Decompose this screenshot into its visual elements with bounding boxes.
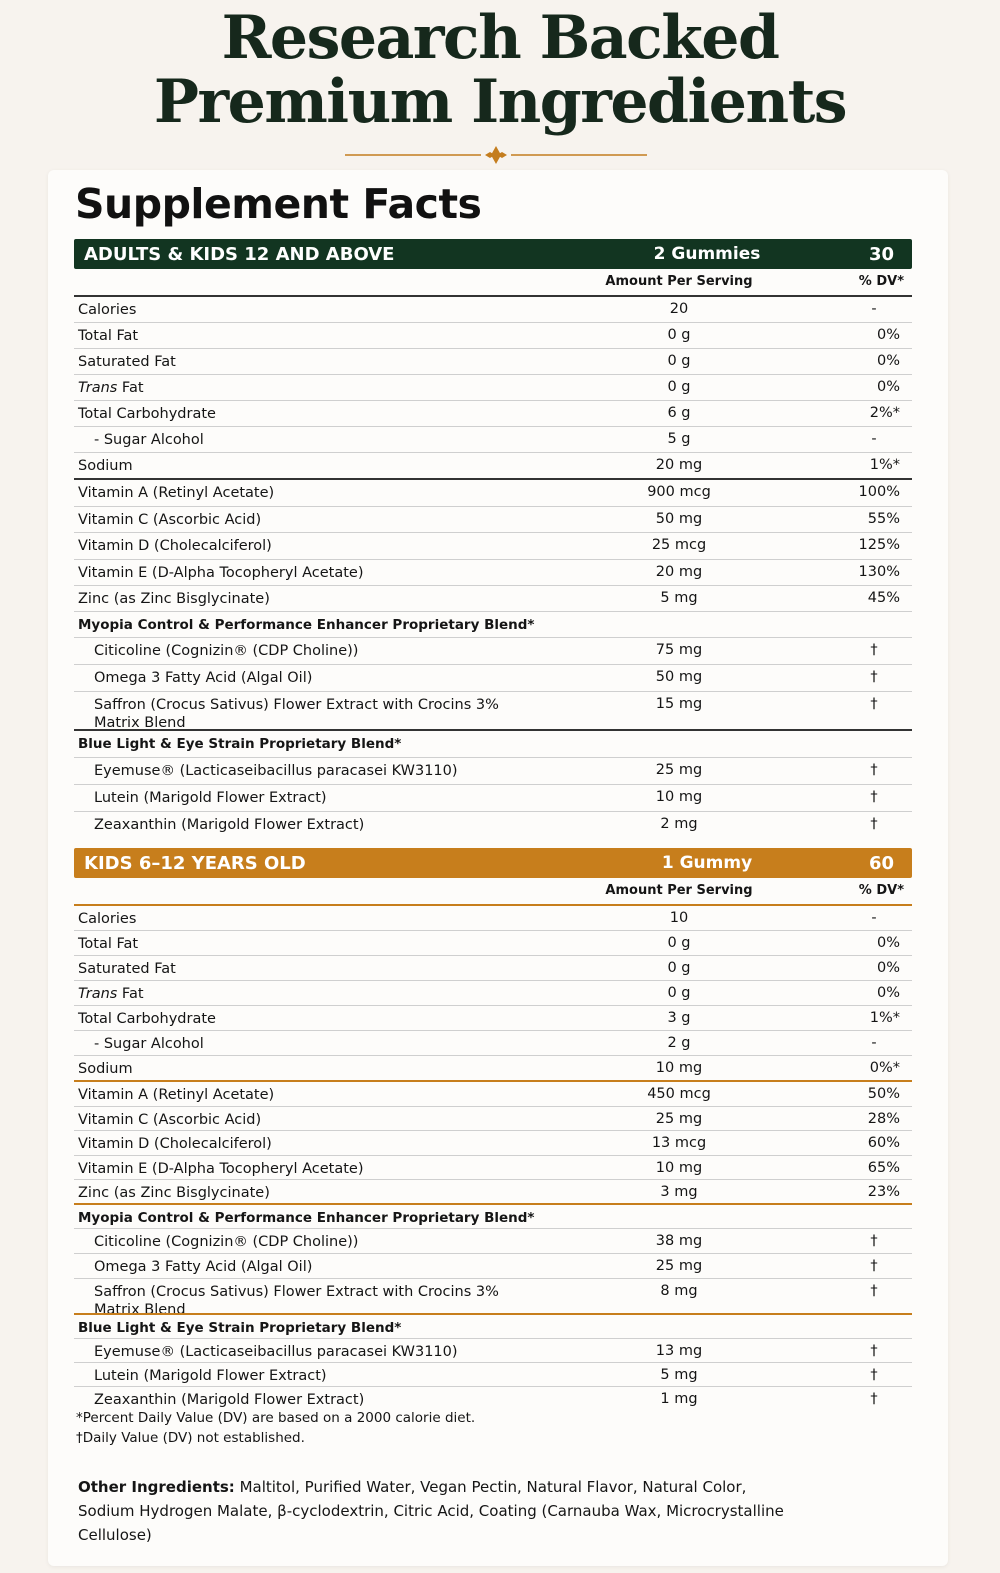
nutrient-row (74, 784, 912, 811)
nutrient-row (74, 1155, 912, 1179)
dv-value: 0% (876, 960, 900, 976)
nutrient-label: Citicoline (Cognizin® (CDP Choline)) (94, 643, 359, 659)
dv-value: † (870, 1391, 878, 1407)
dv-footnote: *Percent Daily Value (DV) are based on a 2000 calorie diet. (76, 1410, 476, 1426)
nutrient-label: Vitamin E (D-Alpha Tocopheryl Acetate) (78, 565, 364, 581)
supplement-facts-title: Supplement Facts (75, 180, 482, 228)
nutrient-row (74, 426, 912, 452)
blend-header-row (74, 611, 912, 637)
amount-value: 38 mg (655, 1233, 703, 1249)
dv-value: - (871, 1035, 877, 1051)
dv-value: 2%* (869, 405, 900, 421)
amount-value: 25 mg (655, 1258, 703, 1274)
blend-header-row (74, 1203, 912, 1228)
dv-value: 0% (876, 327, 900, 343)
nutrient-row (74, 1228, 912, 1253)
other-ingredients-text: Maltitol, Purified Water, Vegan Pectin, Natural Flavor, Natural Color, Sodium Hydrogen Malate, β-cyclodextrin, Citric Acid, Coating (Carnauba Wax, Microcrystalline Cellulose) (78, 1478, 784, 1544)
amount-value: 0 g (667, 935, 691, 951)
nutrient-label: - Sugar Alcohol (94, 432, 204, 448)
nutrient-label: Vitamin D (Cholecalciferol) (78, 538, 272, 554)
nutrient-row (74, 637, 912, 664)
nutrient-label: Zeaxanthin (Marigold Flower Extract) (94, 817, 365, 833)
nutrient-row (74, 348, 912, 374)
blend-header-row (74, 1313, 912, 1338)
nutrient-row (74, 1005, 912, 1030)
headline (0, 3, 1000, 137)
nutrient-row (74, 1030, 912, 1055)
nutrient-row (74, 1179, 912, 1203)
dv-value: 55% (867, 511, 900, 527)
amount-value: 450 mcg (647, 1086, 711, 1102)
amount-value: 25 mg (655, 1111, 703, 1127)
blend-header-row (74, 729, 912, 757)
nutrient-label: Blue Light & Eye Strain Proprietary Blend* (78, 736, 402, 752)
amount-value: 3 mg (660, 1184, 698, 1200)
dv-value: 125% (858, 537, 900, 553)
amount-value: 900 mcg (647, 484, 711, 500)
nutrient-label: Vitamin E (D-Alpha Tocopheryl Acetate) (78, 1161, 364, 1177)
nutrient-label-italic: Trans (78, 380, 118, 396)
nutrient-row (74, 452, 912, 478)
nutrient-row (74, 1362, 912, 1386)
amount-value: 0 g (667, 960, 691, 976)
nutrient-label: Saturated Fat (78, 961, 176, 977)
nutrient-label: Saturated Fat (78, 354, 176, 370)
nutrient-row (74, 980, 912, 1005)
amount-value: 5 g (667, 431, 691, 447)
nutrient-label: Omega 3 Fatty Acid (Algal Oil) (94, 670, 313, 686)
group-label: ADULTS & KIDS 12 AND ABOVE (84, 243, 395, 265)
dv-value: 1%* (869, 1010, 900, 1026)
nutrient-label: Omega 3 Fatty Acid (Algal Oil) (94, 1259, 313, 1275)
divider-ornament-icon (345, 145, 647, 165)
nutrient-row (74, 691, 912, 729)
nutrient-row (74, 532, 912, 559)
dv-value: 0% (876, 353, 900, 369)
nutrient-row (74, 322, 912, 348)
dv-value: † (870, 1367, 878, 1383)
amount-value: 25 mg (655, 762, 703, 778)
nutrient-label: - Sugar Alcohol (94, 1036, 204, 1052)
dv-value: 23% (867, 1184, 900, 1200)
amount-column-header: Amount Per Serving (605, 274, 753, 289)
nutrient-row (74, 297, 912, 322)
dv-value: 65% (867, 1160, 900, 1176)
nutrient-label: Vitamin A (Retinyl Acetate) (78, 1087, 275, 1103)
nutrient-label: Vitamin C (Ascorbic Acid) (78, 512, 262, 528)
adults-section (74, 239, 912, 838)
dv-value: † (870, 642, 878, 658)
amount-value: 10 mg (655, 1060, 703, 1076)
dv-value: 60% (867, 1135, 900, 1151)
nutrient-label-rest: Fat (117, 380, 144, 396)
nutrient-label: Vitamin C (Ascorbic Acid) (78, 1112, 262, 1128)
amount-value: 0 g (667, 379, 691, 395)
adults-header-bar (74, 239, 912, 269)
nutrient-label: Total Carbohydrate (78, 406, 216, 422)
column-header (74, 878, 912, 906)
nutrient-row (74, 930, 912, 955)
nutrient-row (74, 478, 912, 506)
other-ingredients-label: Other Ingredients: (78, 1478, 235, 1496)
amount-value: 50 mg (655, 511, 703, 527)
nutrient-row (74, 374, 912, 400)
nutrient-row (74, 664, 912, 691)
nutrient-label: Lutein (Marigold Flower Extract) (94, 1368, 327, 1384)
nutrient-label: Myopia Control & Performance Enhancer Proprietary Blend* (78, 617, 535, 633)
serving-size: 2 Gummies (653, 244, 761, 264)
nutrient-row (74, 811, 912, 838)
amount-value: 10 mg (655, 789, 703, 805)
dv-value: † (870, 1258, 878, 1274)
dv-value: 0% (876, 985, 900, 1001)
amount-value: 20 mg (655, 457, 703, 473)
headline-line-1: Research Backed (221, 3, 779, 73)
amount-value: 13 mcg (651, 1135, 707, 1151)
column-header (74, 269, 912, 297)
nutrient-row (74, 955, 912, 980)
nutrient-row (74, 400, 912, 426)
nutrient-label: Zeaxanthin (Marigold Flower Extract) (94, 1392, 365, 1408)
servings-count: 30 (868, 243, 894, 265)
amount-value: 0 g (667, 327, 691, 343)
nutrient-label: Zinc (as Zinc Bisglycinate) (78, 1185, 270, 1201)
amount-value: 10 (669, 910, 689, 926)
nutrient-row (74, 1055, 912, 1080)
amount-value: 8 mg (660, 1283, 698, 1299)
nutrient-label: Calories (78, 911, 137, 927)
dv-value: - (871, 431, 877, 447)
nutrient-label: Sodium (78, 458, 133, 474)
nutrient-row (74, 1338, 912, 1362)
dv-column-header: % DV* (858, 274, 904, 289)
dagger-footnote: †Daily Value (DV) not established. (76, 1430, 305, 1446)
dv-value: 50% (867, 1086, 900, 1102)
nutrient-label: Sodium (78, 1061, 133, 1077)
dv-value: 28% (867, 1111, 900, 1127)
nutrient-label: Eyemuse® (Lacticaseibacillus paracasei KW3110) (94, 763, 458, 779)
amount-value: 25 mcg (651, 537, 707, 553)
group-label: KIDS 6–12 YEARS OLD (84, 852, 306, 874)
servings-count: 60 (868, 852, 894, 874)
dv-value: † (870, 1343, 878, 1359)
dv-value: 0% (876, 935, 900, 951)
amount-value: 3 g (667, 1010, 691, 1026)
dv-value: † (870, 1233, 878, 1249)
nutrient-label: Saffron (Crocus Sativus) Flower Extract with Crocins 3% Matrix Blend (94, 1284, 499, 1318)
nutrient-row (74, 1253, 912, 1278)
nutrient-row (74, 1130, 912, 1155)
amount-value: 13 mg (655, 1343, 703, 1359)
kids-header-bar (74, 848, 912, 878)
nutrient-row (74, 585, 912, 611)
nutrient-label: Saffron (Crocus Sativus) Flower Extract with Crocins 3% Matrix Blend (94, 697, 499, 731)
dv-value: - (871, 301, 877, 317)
nutrient-row (74, 506, 912, 532)
amount-value: 2 mg (660, 816, 698, 832)
nutrient-label: Blue Light & Eye Strain Proprietary Blend* (78, 1320, 402, 1336)
footnotes (76, 1408, 475, 1448)
dv-value: † (870, 816, 878, 832)
nutrient-row (74, 559, 912, 585)
amount-value: 15 mg (655, 696, 703, 712)
amount-value: 20 (669, 301, 689, 317)
amount-value: 5 mg (660, 590, 698, 606)
nutrient-label: Vitamin A (Retinyl Acetate) (78, 485, 275, 501)
dv-column-header: % DV* (858, 883, 904, 898)
dv-value: - (871, 910, 877, 926)
headline-line-2: Premium Ingredients (153, 67, 847, 137)
other-ingredients (78, 1475, 798, 1547)
amount-value: 5 mg (660, 1367, 698, 1383)
nutrient-row (74, 1386, 912, 1410)
nutrient-label: Myopia Control & Performance Enhancer Proprietary Blend* (78, 1210, 535, 1226)
amount-column-header: Amount Per Serving (605, 883, 753, 898)
dv-value: † (870, 696, 878, 712)
nutrient-label: Total Fat (78, 936, 139, 952)
nutrient-label-italic: Trans (78, 986, 118, 1002)
amount-value: 20 mg (655, 564, 703, 580)
nutrient-label: Total Carbohydrate (78, 1011, 216, 1027)
nutrient-label: Citicoline (Cognizin® (CDP Choline)) (94, 1234, 359, 1250)
amount-value: 0 g (667, 985, 691, 1001)
dv-value: 130% (858, 564, 900, 580)
amount-value: 1 mg (660, 1391, 698, 1407)
nutrient-row (74, 1278, 912, 1318)
nutrient-label (78, 985, 144, 1003)
dv-value: 100% (858, 484, 900, 500)
adults-rows (74, 297, 912, 838)
nutrient-label: Total Fat (78, 328, 139, 344)
dv-value: 0%* (869, 1060, 900, 1076)
amount-value: 0 g (667, 353, 691, 369)
nutrient-row (74, 757, 912, 784)
kids-section (74, 848, 912, 1410)
amount-value: 2 g (667, 1035, 691, 1051)
serving-size: 1 Gummy (661, 853, 753, 873)
dv-value: 45% (867, 590, 900, 606)
amount-value: 10 mg (655, 1160, 703, 1176)
dv-value: 1%* (869, 457, 900, 473)
nutrient-label (78, 379, 144, 397)
dv-value: † (870, 1283, 878, 1299)
nutrient-label-rest: Fat (117, 986, 144, 1002)
nutrient-label: Calories (78, 302, 137, 318)
amount-value: 6 g (667, 405, 691, 421)
kids-rows (74, 906, 912, 1410)
nutrient-label: Lutein (Marigold Flower Extract) (94, 790, 327, 806)
dv-value: 0% (876, 379, 900, 395)
amount-value: 50 mg (655, 669, 703, 685)
nutrient-label: Vitamin D (Cholecalciferol) (78, 1136, 272, 1152)
nutrient-label: Zinc (as Zinc Bisglycinate) (78, 591, 270, 607)
amount-value: 75 mg (655, 642, 703, 658)
dv-value: † (870, 762, 878, 778)
nutrient-row (74, 1080, 912, 1106)
dv-value: † (870, 789, 878, 805)
nutrient-label: Eyemuse® (Lacticaseibacillus paracasei KW3110) (94, 1344, 458, 1360)
nutrient-row (74, 906, 912, 930)
nutrient-row (74, 1106, 912, 1130)
dv-value: † (870, 669, 878, 685)
